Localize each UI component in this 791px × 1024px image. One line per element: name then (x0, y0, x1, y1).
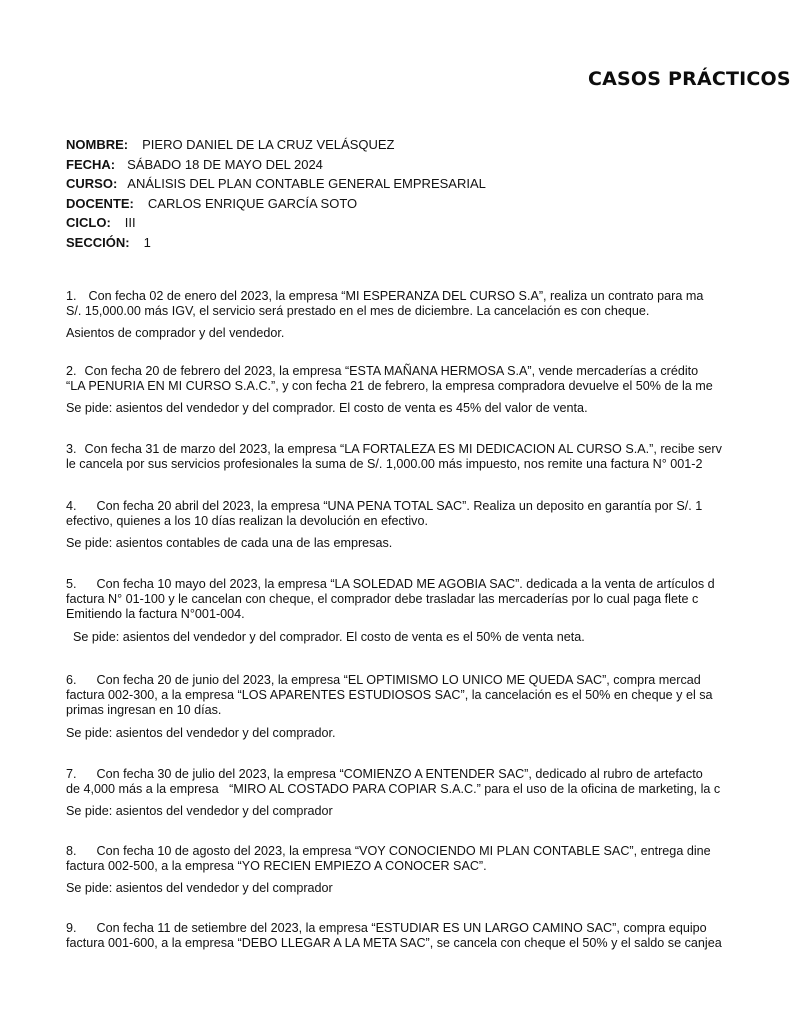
fecha-value: SÁBADO 18 DE MAYO DEL 2024 (127, 156, 323, 172)
case-request: Se pide: asientos del vendedor y del comprador. El costo de venta es el 50% de venta neta. (66, 630, 585, 644)
case-line: “LA PENURIA EN MI CURSO S.A.C.”, y con fecha 21 de febrero, la empresa compradora devuelve el 50% de la me (66, 379, 713, 393)
curso-value: ANÁLISIS DEL PLAN CONTABLE GENERAL EMPRESARIAL (127, 176, 486, 192)
docente-value: CARLOS ENRIQUE GARCÍA SOTO (147, 195, 358, 211)
info-row-fecha (66, 155, 766, 175)
case-line: Con fecha 20 de junio del 2023, la empresa “EL OPTIMISMO LO UNICO ME QUEDA SAC”, compra mercad (96, 673, 701, 687)
case-line: de 4,000 más a la empresa “MIRO AL COSTADO PARA COPIAR S.A.C.” para el uso de la oficina de marketing, la c (66, 782, 721, 796)
case-line: Con fecha 31 de marzo del 2023, la empresa “LA FORTALEZA ES MI DEDICACION AL CURSO S.A.”, recibe serv (84, 442, 722, 456)
case-number: 6. (66, 673, 77, 687)
curso-label: CURSO: (66, 176, 118, 192)
ciclo-value: III (124, 215, 136, 231)
case-line: factura 002-500, a la empresa “YO RECIEN EMPIEZO A CONOCER SAC”. (66, 859, 487, 873)
case-number: 5. (66, 577, 77, 591)
fecha-label: FECHA: (66, 156, 116, 172)
case-line: Con fecha 10 de agosto del 2023, la empresa “VOY CONOCIENDO MI PLAN CONTABLE SAC”, entrega dine (96, 844, 711, 858)
nombre-label: NOMBRE: (66, 137, 129, 152)
case-item-5 (66, 577, 715, 645)
case-item-4 (66, 499, 702, 551)
seccion-value: 1 (143, 234, 151, 250)
case-request: Se pide: asientos del vendedor y del comprador. (66, 726, 336, 740)
case-number: 2. (66, 364, 77, 378)
case-line: factura 002-300, a la empresa “LOS APARENTES ESTUDIOSOS SAC”, la cancelación es el 50% en cheque y el sa (66, 688, 713, 702)
case-line: Con fecha 20 abril del 2023, la empresa “UNA PENA TOTAL SAC”. Realiza un deposito en garantía por S/. 1 (96, 499, 703, 513)
seccion-label: SECCIÓN: (66, 234, 130, 250)
case-request: Se pide: asientos contables de cada una de las empresas. (66, 536, 393, 550)
case-line: Con fecha 20 de febrero del 2023, la empresa “ESTA MAÑANA HERMOSA S.A”, vende mercaderías a crédito (84, 364, 699, 378)
case-item-9 (66, 921, 722, 951)
case-line: factura 001-600, a la empresa “DEBO LLEGAR A LA META SAC”, se cancela con cheque el 50% y el saldo se canjea (66, 936, 722, 950)
docente-label: DOCENTE: (66, 195, 134, 211)
nombre-value: PIERO DANIEL DE LA CRUZ VELÁSQUEZ (142, 137, 395, 152)
case-item-3 (66, 442, 722, 472)
info-row-ciclo (66, 213, 766, 233)
case-number: 8. (66, 844, 77, 858)
case-request: Se pide: asientos del vendedor y del comprador. El costo de venta es 45% del valor de venta. (66, 401, 588, 415)
student-info (66, 135, 766, 253)
case-request: Se pide: asientos del vendedor y del comprador (66, 881, 333, 895)
case-request: Asientos de comprador y del vendedor. (66, 326, 285, 340)
case-item-7 (66, 767, 720, 819)
case-number: 1. (66, 289, 77, 303)
case-line: factura N° 01-100 y le cancelan con cheque, el comprador debe trasladar las mercaderías por lo cual paga flete c (66, 592, 699, 606)
case-line: Con fecha 11 de setiembre del 2023, la empresa “ESTUDIAR ES UN LARGO CAMINO SAC”, compra equipo (96, 921, 707, 935)
case-item-2 (66, 364, 713, 416)
case-line: S/. 15,000.00 más IGV, el servicio será prestado en el mes de diciembre. La cancelación es con cheque. (66, 304, 650, 318)
info-row-nombre (66, 135, 766, 155)
case-number: 9. (66, 921, 77, 935)
case-number: 3. (66, 442, 77, 456)
case-line: Emitiendo la factura N°001-004. (66, 607, 245, 621)
ciclo-label: CICLO: (66, 215, 111, 231)
case-request: Se pide: asientos del vendedor y del comprador (66, 804, 333, 818)
info-row-seccion (66, 233, 766, 253)
case-number: 4. (66, 499, 77, 513)
case-item-8 (66, 844, 711, 896)
case-line: efectivo, quienes a los 10 días realizan la devolución en efectivo. (66, 514, 428, 528)
case-line: Con fecha 02 de enero del 2023, la empresa “MI ESPERANZA DEL CURSO S.A”, realiza un contrato para ma (88, 289, 704, 303)
case-item-1 (66, 289, 703, 341)
page-title: CASOS PRÁCTICOS (588, 68, 791, 90)
case-number: 7. (66, 767, 77, 781)
case-item-6 (66, 673, 713, 741)
case-line: Con fecha 30 de julio del 2023, la empresa “COMIENZO A ENTENDER SAC”, dedicado al rubro de artefacto (96, 767, 703, 781)
info-row-curso (66, 174, 766, 194)
info-row-docente (66, 194, 766, 214)
case-line: Con fecha 10 mayo del 2023, la empresa “LA SOLEDAD ME AGOBIA SAC”. dedicada a la venta de artículos d (96, 577, 715, 591)
case-line: le cancela por sus servicios profesionales la suma de S/. 1,000.00 más impuesto, nos remite una factura N° 001-2 (66, 457, 703, 471)
case-line: primas ingresan en 10 días. (66, 703, 222, 717)
